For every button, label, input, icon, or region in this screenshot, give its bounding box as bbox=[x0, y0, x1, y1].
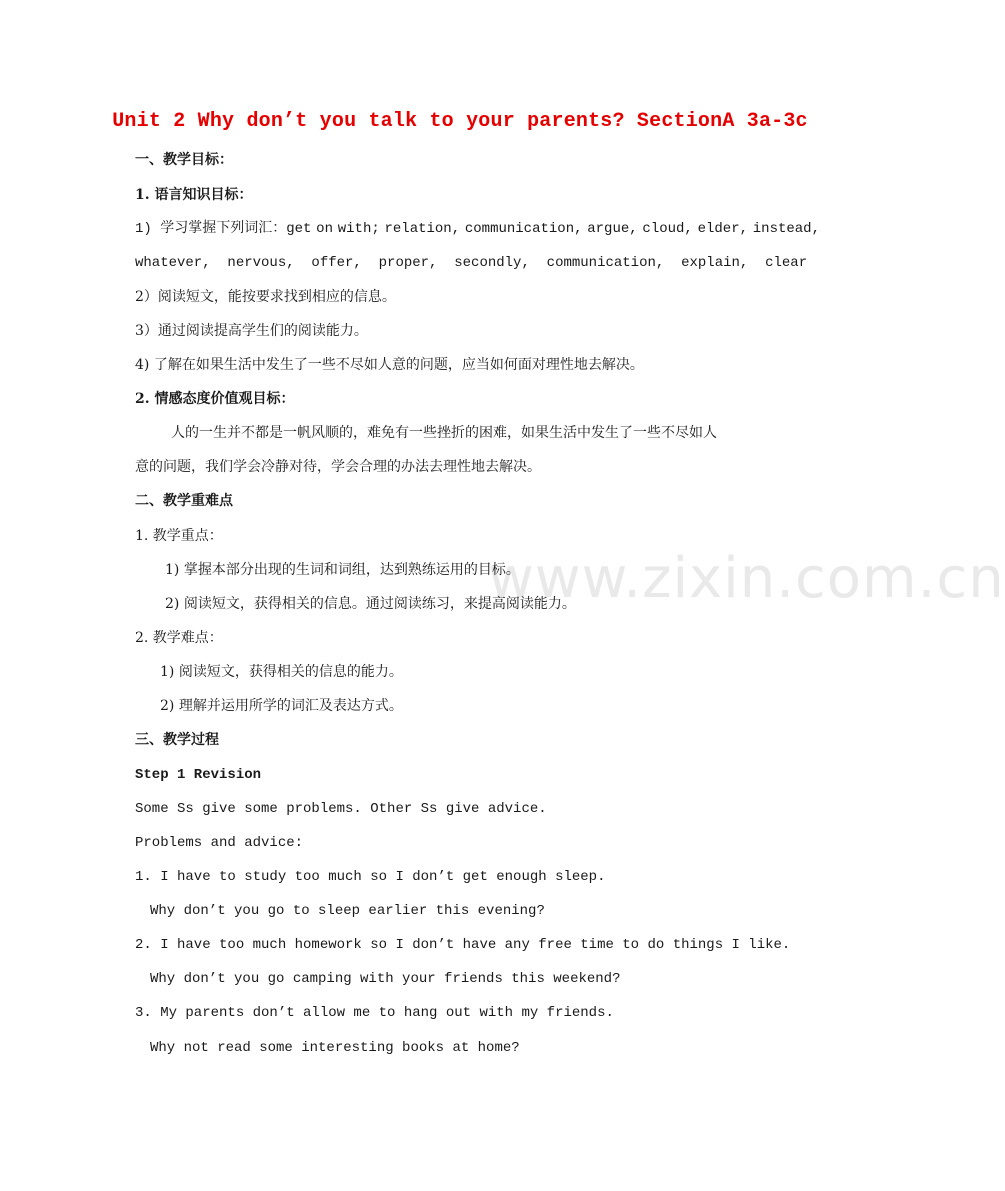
advice-1: Why don’t you go to sleep earlier this evening? bbox=[150, 903, 545, 919]
vocab-word: 1) 学习掌握下列词汇：get bbox=[135, 221, 312, 237]
difficult-point-2: 2) 理解并运用所学的词汇及表达方式。 bbox=[160, 698, 403, 714]
section-2-heading: 二、教学重难点 bbox=[135, 493, 233, 509]
vocab-word: elder, bbox=[697, 221, 749, 237]
problem-1: 1. I have to study too much so I don’t get enough sleep. bbox=[135, 869, 606, 885]
vocab-word: instead, bbox=[752, 221, 820, 237]
objective-2: 2）阅读短文，能按要求找到相应的信息。 bbox=[135, 289, 396, 305]
emotion-goal-heading: 2. 情感态度价值观目标： bbox=[135, 391, 295, 407]
emotion-paragraph-line-1: 人的一生并不都是一帆风顺的，难免有一些挫折的困难，如果生活中发生了一些不尽如人 bbox=[171, 425, 717, 441]
key-point-2: 2) 阅读短文，获得相关的信息。通过阅读练习，来提高阅读能力。 bbox=[165, 596, 576, 612]
watermark: www.zixin.com.cn bbox=[488, 546, 1005, 611]
language-goal-heading: 1. 语言知识目标： bbox=[135, 187, 253, 203]
vocab-line-2: whatever, nervous, offer, proper, secondly, communication, explain, clear bbox=[135, 255, 808, 271]
problem-2: 2. I have too much homework so I don’t have any free time to do things I like. bbox=[135, 937, 791, 953]
section-3-heading: 三、教学过程 bbox=[135, 732, 219, 748]
advice-2: Why don’t you go camping with your friends this weekend? bbox=[150, 971, 621, 987]
key-point-1: 1) 掌握本部分出现的生词和词组，达到熟练运用的目标。 bbox=[165, 562, 520, 578]
vocab-word: with; bbox=[337, 221, 380, 237]
vocab-word: on bbox=[316, 221, 333, 237]
vocab-word: relation, bbox=[384, 221, 461, 237]
problems-advice-heading: Problems and advice: bbox=[135, 835, 304, 851]
problem-3: 3. My parents don’t allow me to hang out with my friends. bbox=[135, 1005, 614, 1021]
objective-4: 4) 了解在如果生活中发生了一些不尽如人意的问题，应当如何面对理性地去解决。 bbox=[135, 357, 644, 373]
vocab-line-1 bbox=[135, 220, 820, 238]
vocab-word: argue, bbox=[587, 221, 638, 237]
objective-3: 3）通过阅读提高学生们的阅读能力。 bbox=[135, 323, 368, 339]
advice-3: Why not read some interesting books at home? bbox=[150, 1040, 520, 1056]
vocab-word: cloud, bbox=[642, 221, 693, 237]
emotion-paragraph-line-2: 意的问题，我们学会冷静对待，学会合理的办法去理性地去解决。 bbox=[135, 459, 541, 475]
difficult-point-1: 1) 阅读短文，获得相关的信息的能力。 bbox=[160, 664, 403, 680]
vocab-word: communication, bbox=[464, 221, 583, 237]
difficult-points-heading: 2. 教学难点： bbox=[135, 630, 223, 646]
key-points-heading: 1. 教学重点： bbox=[135, 528, 223, 544]
section-1-heading: 一、教学目标： bbox=[135, 152, 233, 168]
document-title: Unit 2 Why don’t you talk to your parents? SectionA 3a-3c bbox=[112, 110, 808, 133]
step-1-description: Some Ss give some problems. Other Ss give advice. bbox=[135, 801, 547, 817]
step-1-heading: Step 1 Revision bbox=[135, 767, 262, 783]
